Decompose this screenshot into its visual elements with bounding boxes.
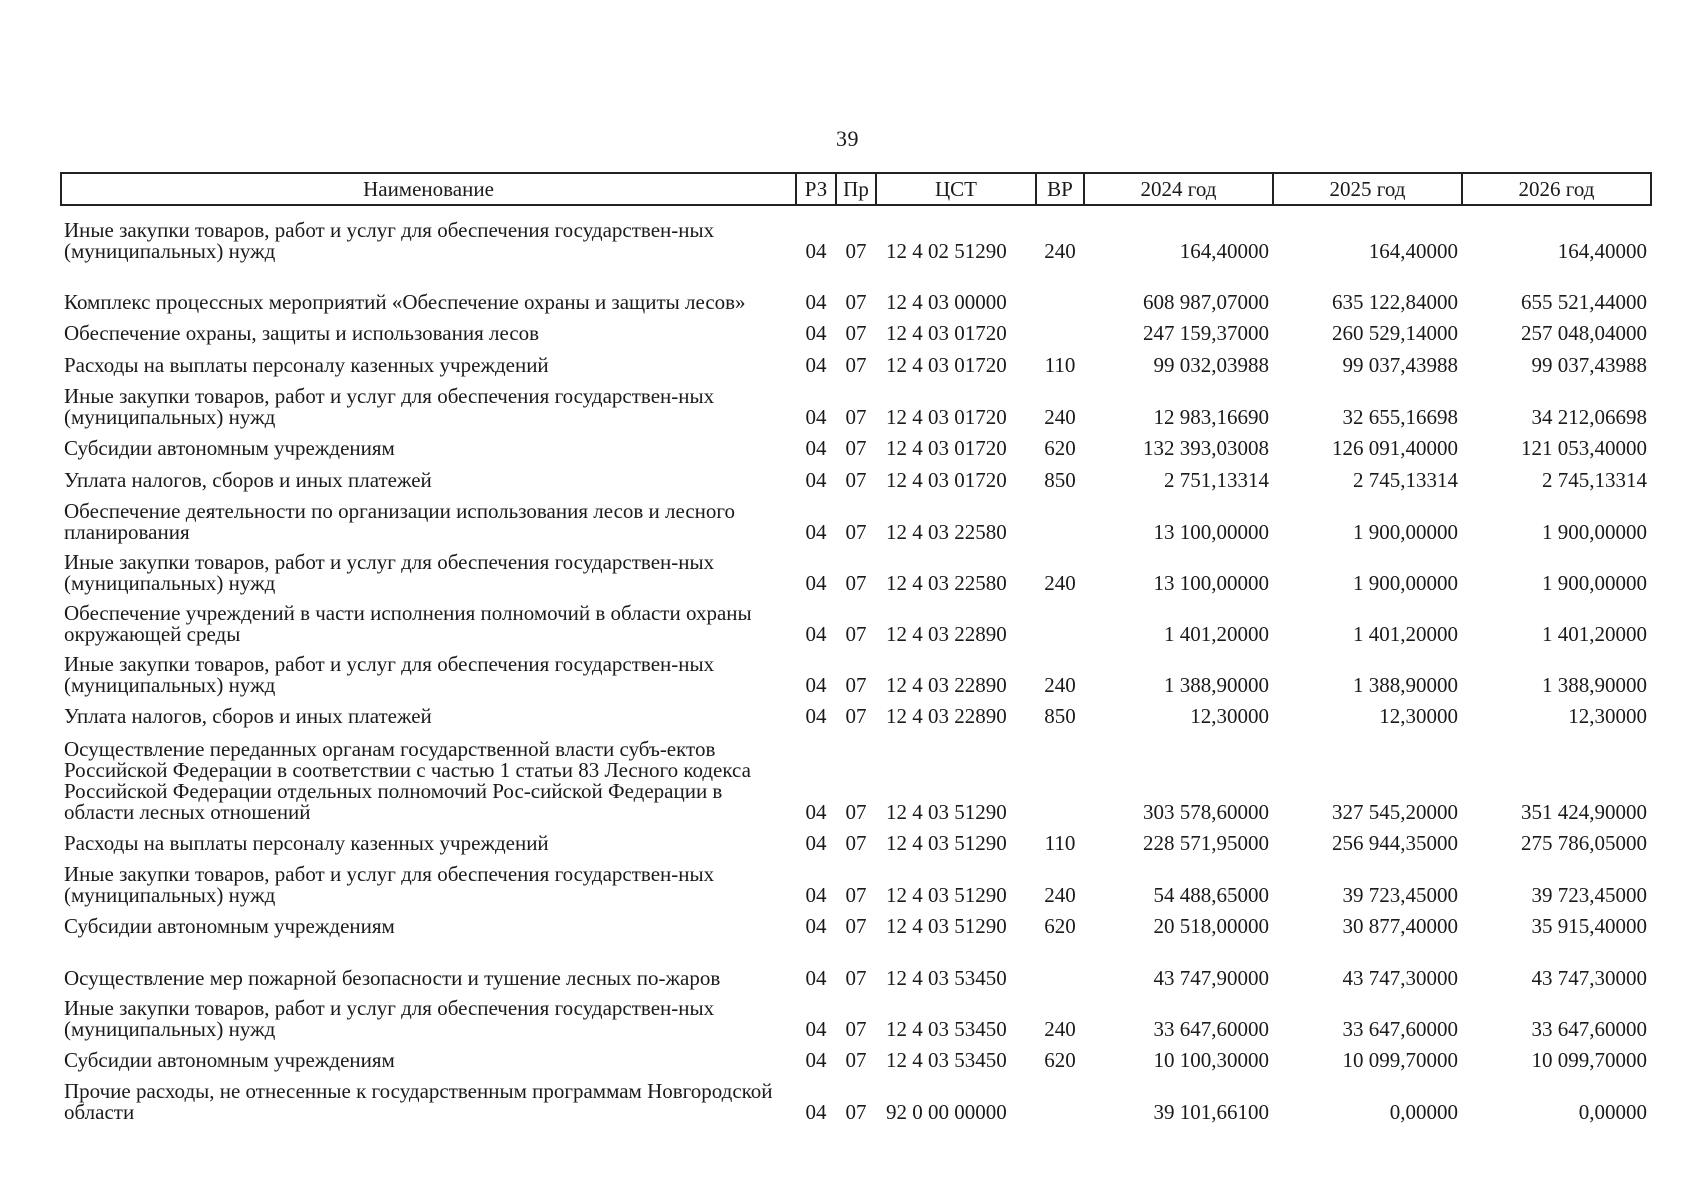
row-vr: 240 (1044, 571, 1076, 595)
row-2025: 0,00000 (1389, 1100, 1458, 1124)
row-2024: 608 987,07000 (1143, 290, 1269, 314)
row-2025: 43 747,30000 (1342, 966, 1458, 990)
row-2026: 164,40000 (1557, 239, 1647, 263)
row-2024: 303 578,60000 (1143, 800, 1269, 824)
row-pr: 07 (845, 520, 867, 544)
row-rz: 04 (805, 1100, 827, 1124)
row-pr: 07 (845, 405, 867, 429)
row-2025: 2 745,13314 (1353, 468, 1458, 492)
table-row (61, 429, 1651, 461)
row-rz: 04 (805, 1017, 827, 1041)
table-row (61, 314, 1651, 346)
row-2025: 635 122,84000 (1332, 290, 1458, 314)
row-rz: 04 (805, 239, 827, 263)
header-2025: 2025 год (1273, 173, 1462, 205)
row-2025: 260 529,14000 (1332, 321, 1458, 345)
row-vr: 240 (1044, 883, 1076, 907)
row-pr: 07 (845, 622, 867, 646)
row-2026: 2 745,13314 (1542, 468, 1647, 492)
row-pr: 07 (845, 436, 867, 460)
row-cst: 12 4 03 51290 (886, 831, 1007, 855)
row-2026: 43 747,30000 (1531, 966, 1647, 990)
row-name: Комплекс процессных мероприятий «Обеспечение охраны и защиты лесов» (64, 290, 746, 314)
row-name: Осуществление мер пожарной безопасности и тушение лесных по-жаров (64, 966, 721, 990)
row-2026: 35 915,40000 (1531, 914, 1647, 938)
row-2024: 164,40000 (1179, 239, 1269, 263)
row-pr: 07 (845, 966, 867, 990)
row-rz: 04 (805, 673, 827, 697)
header-rz: РЗ (796, 173, 836, 205)
row-cst: 12 4 03 51290 (886, 800, 1007, 824)
row-name: Обеспечение деятельности по организации использования лесов и лесного планирования (64, 499, 736, 544)
row-name: Иные закупки товаров, работ и услуг для обеспечения государствен-ных (муниципальных) нужд (64, 218, 715, 263)
row-name: Уплата налогов, сборов и иных платежей (64, 468, 432, 492)
table-row (61, 824, 1651, 856)
row-2026: 655 521,44000 (1521, 290, 1647, 314)
row-name: Обеспечение охраны, защиты и использования лесов (64, 321, 540, 345)
row-pr: 07 (845, 239, 867, 263)
row-2025: 256 944,35000 (1332, 831, 1458, 855)
row-cst: 12 4 03 01720 (886, 436, 1007, 460)
row-2026: 33 647,60000 (1531, 1017, 1647, 1041)
header-name: Наименование (61, 173, 796, 205)
row-2026: 351 424,90000 (1521, 800, 1647, 824)
row-2026: 1 401,20000 (1542, 622, 1647, 646)
row-rz: 04 (805, 914, 827, 938)
row-name: Осуществление переданных органам государственной власти субъ-ектов Российской Федерации в соответствии с частью 1 статьи 83 Лесного кодекса Российской Федерации отдельных полномочий Рос-сийской Федерации в области лесных отношений (64, 737, 751, 824)
row-vr (1036, 493, 1084, 544)
row-2025: 99 037,43988 (1342, 353, 1458, 377)
table-row (61, 346, 1651, 378)
row-cst: 12 4 03 00000 (886, 290, 1007, 314)
row-2024: 247 159,37000 (1143, 321, 1269, 345)
row-rz: 04 (805, 436, 827, 460)
row-cst: 12 4 03 22890 (886, 704, 1007, 728)
row-rz: 04 (805, 520, 827, 544)
row-2024: 33 647,60000 (1153, 1017, 1269, 1041)
row-vr: 620 (1044, 914, 1076, 938)
row-pr: 07 (845, 321, 867, 345)
row-pr: 07 (845, 883, 867, 907)
header-cst: ЦСТ (876, 173, 1036, 205)
row-2025: 1 401,20000 (1353, 622, 1458, 646)
row-name: Иные закупки товаров, работ и услуг для обеспечения государствен-ных (муниципальных) нужд (64, 384, 715, 429)
row-cst: 12 4 03 01720 (886, 353, 1007, 377)
row-pr: 07 (845, 1048, 867, 1072)
row-cst: 12 4 03 01720 (886, 468, 1007, 492)
row-2026: 10 099,70000 (1531, 1048, 1647, 1072)
row-rz: 04 (805, 831, 827, 855)
row-pr: 07 (845, 353, 867, 377)
header-pr: Пр (836, 173, 876, 205)
row-name: Прочие расходы, не отнесенные к государственным программам Новгородской области (64, 1079, 773, 1124)
row-rz: 04 (805, 353, 827, 377)
table-header-row (61, 173, 1651, 205)
row-name: Субсидии автономным учреждениям (64, 1048, 395, 1072)
row-2025: 1 900,00000 (1353, 520, 1458, 544)
row-2026: 257 048,04000 (1521, 321, 1647, 345)
row-vr: 240 (1044, 239, 1076, 263)
table-row (61, 939, 1651, 990)
row-2025: 39 723,45000 (1342, 883, 1458, 907)
row-cst: 12 4 03 22580 (886, 520, 1007, 544)
row-vr: 850 (1044, 468, 1076, 492)
header-vr: ВР (1036, 173, 1084, 205)
row-name: Иные закупки товаров, работ и услуг для обеспечения государствен-ных (муниципальных) нужд (64, 550, 715, 595)
row-2026: 1 900,00000 (1542, 571, 1647, 595)
row-rz: 04 (805, 290, 827, 314)
table-row (61, 729, 1651, 824)
row-vr: 240 (1044, 1017, 1076, 1041)
table-row (61, 378, 1651, 429)
row-2026: 0,00000 (1578, 1100, 1647, 1124)
row-2026: 121 053,40000 (1521, 436, 1647, 460)
row-vr: 620 (1044, 1048, 1076, 1072)
row-2024: 2 751,13314 (1164, 468, 1269, 492)
row-2026: 1 900,00000 (1542, 520, 1647, 544)
table-row (61, 544, 1651, 595)
row-vr: 850 (1044, 704, 1076, 728)
row-2024: 1 388,90000 (1164, 673, 1269, 697)
table-row (61, 856, 1651, 907)
row-vr (1036, 939, 1084, 990)
row-2025: 32 655,16698 (1342, 405, 1458, 429)
table-row (61, 990, 1651, 1041)
table-row (61, 1041, 1651, 1073)
row-rz: 04 (805, 966, 827, 990)
row-pr: 07 (845, 914, 867, 938)
row-2025: 1 900,00000 (1353, 571, 1458, 595)
row-pr: 07 (845, 1017, 867, 1041)
row-cst: 12 4 03 53450 (886, 1048, 1007, 1072)
row-2024: 13 100,00000 (1153, 520, 1269, 544)
row-name: Иные закупки товаров, работ и услуг для обеспечения государствен-ных (муниципальных) нужд (64, 862, 715, 907)
row-rz: 04 (805, 800, 827, 824)
row-cst: 12 4 03 22580 (886, 571, 1007, 595)
row-2024: 10 100,30000 (1153, 1048, 1269, 1072)
table-row (61, 493, 1651, 544)
page-number: 39 (836, 126, 859, 151)
row-name: Уплата налогов, сборов и иных платежей (64, 704, 432, 728)
row-cst: 12 4 03 53450 (886, 1017, 1007, 1041)
row-name: Субсидии автономным учреждениям (64, 436, 395, 460)
row-cst: 12 4 03 01720 (886, 405, 1007, 429)
row-pr: 07 (845, 831, 867, 855)
row-cst: 12 4 03 51290 (886, 883, 1007, 907)
row-cst: 12 4 02 51290 (886, 239, 1007, 263)
row-name: Расходы на выплаты персоналу казенных учреждений (64, 831, 549, 855)
budget-table (60, 172, 1652, 1124)
row-pr: 07 (845, 290, 867, 314)
row-vr: 110 (1044, 831, 1076, 855)
row-rz: 04 (805, 571, 827, 595)
row-vr (1036, 1073, 1084, 1124)
header-2024: 2024 год (1084, 173, 1273, 205)
row-2025: 1 388,90000 (1353, 673, 1458, 697)
row-name: Расходы на выплаты персоналу казенных учреждений (64, 353, 549, 377)
row-2024: 228 571,95000 (1143, 831, 1269, 855)
row-pr: 07 (845, 571, 867, 595)
row-2026: 12,30000 (1568, 704, 1647, 728)
row-name: Обеспечение учреждений в части исполнения полномочий в области охраны окружающей среды (64, 601, 752, 646)
table-row (61, 1073, 1651, 1124)
row-2026: 39 723,45000 (1531, 883, 1647, 907)
row-cst: 12 4 03 01720 (886, 321, 1007, 345)
row-2025: 327 545,20000 (1332, 800, 1458, 824)
row-rz: 04 (805, 468, 827, 492)
row-2024: 132 393,03008 (1143, 436, 1269, 460)
table-row (61, 595, 1651, 646)
row-pr: 07 (845, 468, 867, 492)
table-row (61, 461, 1651, 493)
row-2024: 12 983,16690 (1153, 405, 1269, 429)
row-name: Субсидии автономным учреждениям (64, 914, 395, 938)
row-cst: 12 4 03 22890 (886, 622, 1007, 646)
row-rz: 04 (805, 405, 827, 429)
row-2026: 34 212,06698 (1531, 405, 1647, 429)
table-row (61, 907, 1651, 939)
row-vr: 240 (1044, 405, 1076, 429)
row-2024: 99 032,03988 (1153, 353, 1269, 377)
row-2025: 12,30000 (1379, 704, 1458, 728)
row-2025: 10 099,70000 (1342, 1048, 1458, 1072)
row-rz: 04 (805, 883, 827, 907)
row-2026: 99 037,43988 (1531, 353, 1647, 377)
row-rz: 04 (805, 321, 827, 345)
row-pr: 07 (845, 1100, 867, 1124)
row-cst: 92 0 00 00000 (886, 1100, 1007, 1124)
row-vr: 240 (1044, 673, 1076, 697)
header-2026: 2026 год (1462, 173, 1651, 205)
row-rz: 04 (805, 622, 827, 646)
row-2024: 54 488,65000 (1153, 883, 1269, 907)
row-2024: 20 518,00000 (1153, 914, 1269, 938)
row-2024: 13 100,00000 (1153, 571, 1269, 595)
row-vr (1036, 595, 1084, 646)
row-2025: 33 647,60000 (1342, 1017, 1458, 1041)
row-vr: 620 (1044, 436, 1076, 460)
row-pr: 07 (845, 800, 867, 824)
row-2024: 39 101,66100 (1153, 1100, 1269, 1124)
row-name: Иные закупки товаров, работ и услуг для обеспечения государствен-ных (муниципальных) нужд (64, 652, 715, 697)
row-cst: 12 4 03 22890 (886, 673, 1007, 697)
row-vr: 110 (1044, 353, 1076, 377)
row-pr: 07 (845, 673, 867, 697)
table-row (61, 263, 1651, 314)
row-2026: 1 388,90000 (1542, 673, 1647, 697)
table-row (61, 205, 1651, 263)
row-2024: 12,30000 (1190, 704, 1269, 728)
row-rz: 04 (805, 704, 827, 728)
row-cst: 12 4 03 53450 (886, 966, 1007, 990)
row-vr (1036, 263, 1084, 314)
row-pr: 07 (845, 704, 867, 728)
row-2024: 43 747,90000 (1153, 966, 1269, 990)
table-row (61, 697, 1651, 729)
row-2025: 30 877,40000 (1342, 914, 1458, 938)
row-vr (1036, 729, 1084, 824)
row-rz: 04 (805, 1048, 827, 1072)
row-name: Иные закупки товаров, работ и услуг для обеспечения государствен-ных (муниципальных) нужд (64, 996, 715, 1041)
row-vr (1036, 314, 1084, 346)
row-2025: 126 091,40000 (1332, 436, 1458, 460)
table-row (61, 646, 1651, 697)
row-cst: 12 4 03 51290 (886, 914, 1007, 938)
row-2024: 1 401,20000 (1164, 622, 1269, 646)
row-2025: 164,40000 (1368, 239, 1458, 263)
row-2026: 275 786,05000 (1521, 831, 1647, 855)
